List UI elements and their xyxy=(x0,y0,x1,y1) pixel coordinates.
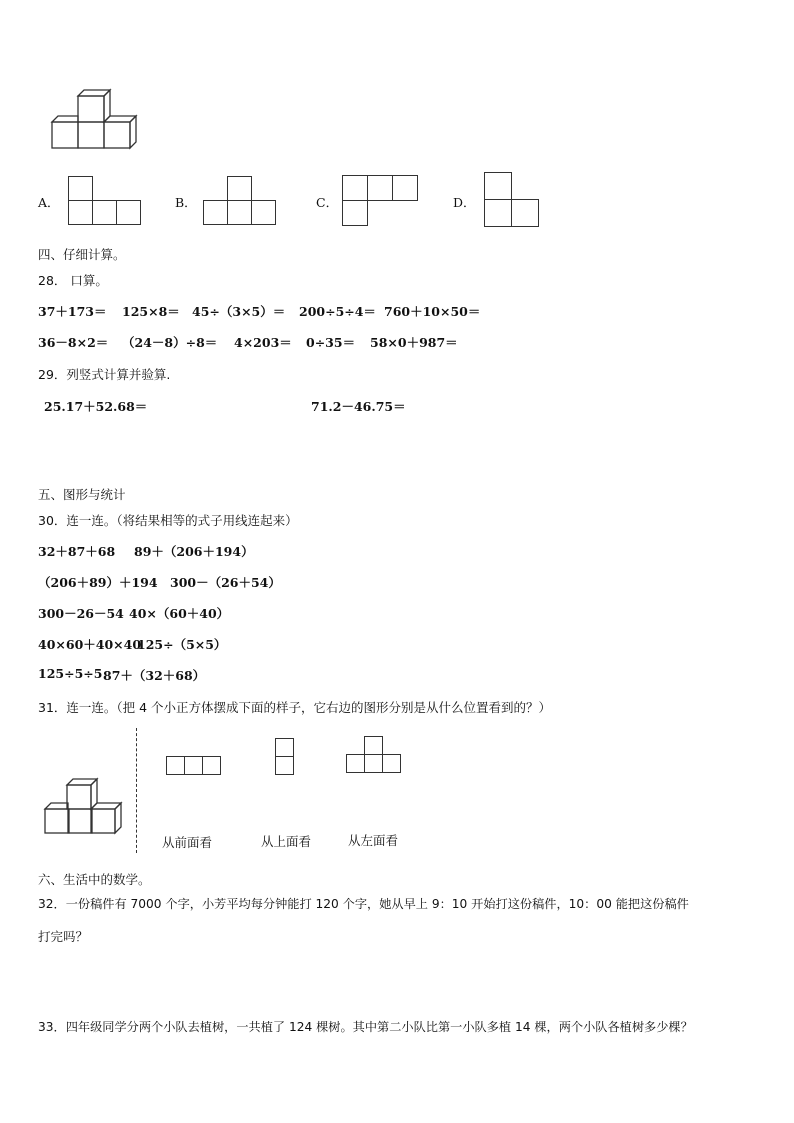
q31-title: 31．连一连。（把 4 个小正方体摆成下面的样子，它右边的图形分别是从什么位置看到的？） xyxy=(38,700,552,715)
section6-heading: 六、生活中的数学。 xyxy=(38,872,151,887)
q28-row1-item3: 45÷（3×5）＝ xyxy=(192,304,286,319)
top-view-label[interactable]: 从上面看 xyxy=(261,834,312,849)
option-c-label[interactable]: C． xyxy=(316,195,339,210)
q30-row4-left[interactable]: 40×60＋40×40 xyxy=(38,637,142,652)
q30-row2-right[interactable]: 300－（26＋54） xyxy=(170,575,281,590)
q33-text: 33．四年级同学分两个小队去植树，一共植了 124 棵树。其中第二小队比第一小队多植 14 棵，两个小队各植树多少棵？ xyxy=(38,1020,693,1034)
q28-row1-item2: 125×8＝ xyxy=(122,304,180,319)
q28-row2-item1: 36－8×2＝ xyxy=(38,335,109,350)
option-a-label[interactable]: A． xyxy=(38,195,60,210)
section5-heading: 五、图形与统计 xyxy=(38,487,126,502)
left-view-label[interactable]: 从左面看 xyxy=(348,833,399,848)
cube-figure-q27 xyxy=(44,88,144,158)
cube-figure-q31 xyxy=(40,770,140,840)
q30-row4-right[interactable]: 125÷（5×5） xyxy=(137,637,227,652)
front-view-label[interactable]: 从前面看 xyxy=(162,835,213,850)
q28-row2-item3: 4×203＝ xyxy=(234,335,292,350)
q30-row5-right[interactable]: 87＋（32＋68） xyxy=(103,668,206,683)
q28-row1-item4: 200÷5÷4＝ xyxy=(299,304,376,319)
q28-row1-item5: 760＋10×50＝ xyxy=(384,304,481,319)
q28-row2-item4: 0÷35＝ xyxy=(306,335,356,350)
q32-line2: 打完吗？ xyxy=(38,929,89,944)
q30-row1-left[interactable]: 32＋87＋68 xyxy=(38,544,116,559)
q30-row1-right[interactable]: 89＋（206＋194） xyxy=(134,544,254,559)
option-b-label[interactable]: B． xyxy=(175,195,197,210)
q29-item2: 71.2－46.75＝ xyxy=(311,399,406,414)
q30-row3-right[interactable]: 40×（60＋40） xyxy=(129,606,230,621)
q30-row2-left[interactable]: （206＋89）＋194 xyxy=(38,575,158,590)
q29-title: 29．列竖式计算并验算. xyxy=(38,367,171,382)
q30-title: 30．连一连。（将结果相等的式子用线连起来） xyxy=(38,513,298,528)
q29-item1: 25.17＋52.68＝ xyxy=(44,399,148,414)
q32-line1: 32．一份稿件有 7000 个字，小芳平均每分钟能打 120 个字，她从早上 9：10 开始打这份稿件，10：00 能把这份稿件 xyxy=(38,897,689,911)
q28-title: 28． 口算。 xyxy=(38,273,108,288)
dashed-divider xyxy=(136,728,137,853)
section4-heading: 四、仔细计算。 xyxy=(38,247,126,262)
q28-row2-item2: （24－8）÷8＝ xyxy=(122,335,218,350)
q30-row5-left[interactable]: 125÷5÷5 xyxy=(38,666,103,681)
option-d-label[interactable]: D． xyxy=(453,195,476,210)
q30-row3-left[interactable]: 300－26－54 xyxy=(38,606,124,621)
q28-row1-item1: 37＋173＝ xyxy=(38,304,107,319)
q28-row2-item5: 58×0＋987＝ xyxy=(370,335,458,350)
